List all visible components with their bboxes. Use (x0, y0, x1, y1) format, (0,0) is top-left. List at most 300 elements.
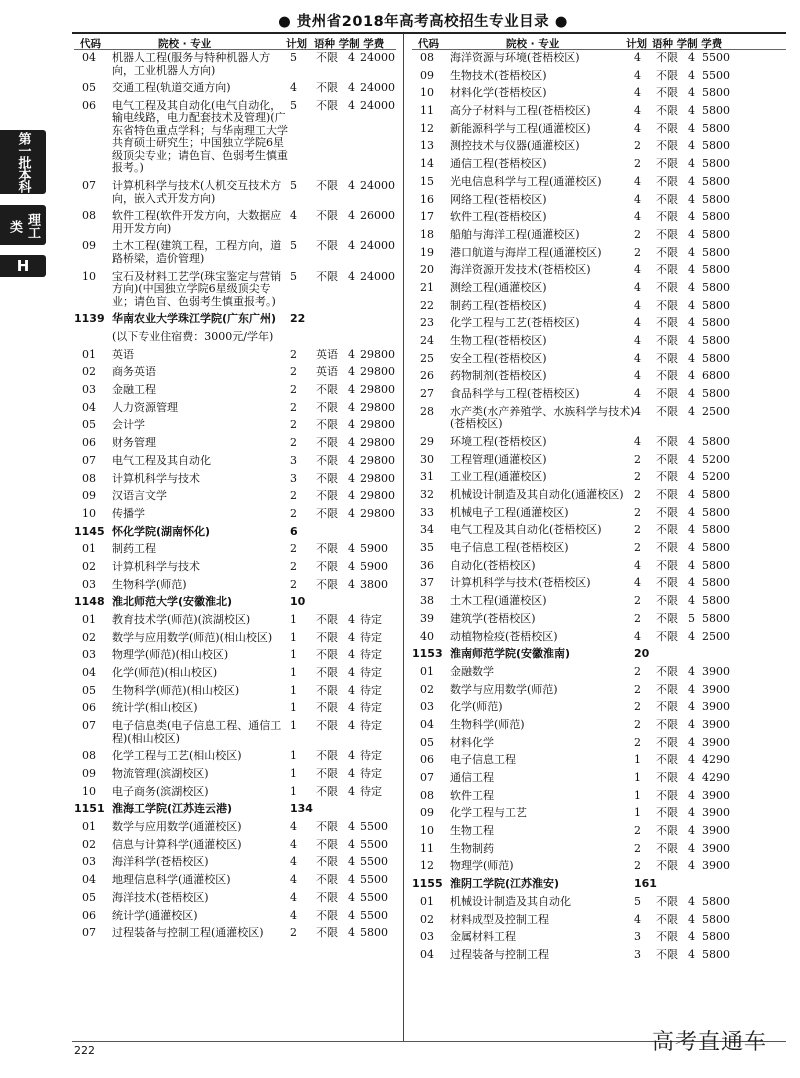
cell-name: 化学(师范) (450, 700, 503, 714)
cell-name: 光电信息科学与工程(通灌校区) (450, 174, 602, 188)
cell-years: 4 (688, 192, 695, 206)
cell-name: 测控技术与仪器(通灌校区) (450, 139, 580, 153)
cell-fee: 待定 (360, 683, 382, 697)
cell-plan: 1 (290, 683, 297, 697)
cell-fee: 3800 (360, 577, 388, 591)
table-row (412, 560, 786, 573)
table-row (74, 180, 396, 205)
cell-code: 16 (420, 192, 434, 206)
table-row (74, 52, 396, 77)
cell-plan: 4 (634, 51, 641, 64)
cell-code: 07 (82, 453, 96, 467)
side-tab-batch-label: 第一批本科 (15, 132, 31, 192)
header-code: 代码 (80, 38, 101, 50)
cell-lang: 不限 (316, 577, 338, 591)
cell-lang: 不限 (656, 717, 678, 731)
cell-plan: 2 (290, 418, 297, 432)
cell-lang: 不限 (656, 930, 678, 944)
cell-years: 4 (688, 771, 695, 784)
cell-lang: 不限 (316, 489, 338, 503)
cell-fee: 5800 (702, 434, 730, 448)
left-table-header (74, 34, 396, 50)
cell-years: 4 (688, 664, 695, 678)
table-row (412, 140, 786, 153)
cell-plan: 5 (290, 239, 297, 253)
cell-plan: 5 (290, 269, 297, 283)
cell-years: 4 (688, 841, 695, 855)
cell-fee: 24000 (360, 98, 395, 112)
cell-fee: 3900 (702, 717, 730, 731)
table-row (74, 490, 396, 503)
cell-years: 4 (348, 613, 355, 626)
cell-code: 11 (420, 104, 434, 118)
table-row (412, 684, 786, 697)
table-row (412, 843, 786, 856)
cell-code: 02 (82, 630, 96, 644)
cell-name: 工程管理(通灌校区) (450, 452, 547, 466)
cell-lang: 不限 (656, 334, 678, 347)
cell-code: 12 (420, 859, 434, 873)
table-row (412, 176, 786, 189)
cell-lang: 不限 (316, 239, 338, 253)
cell-years: 4 (688, 824, 695, 838)
cell-years: 4 (688, 558, 695, 572)
cell-name: 海洋资源与环境(苍梧校区) (450, 51, 580, 64)
cell-code: 08 (82, 209, 96, 223)
cell-lang: 不限 (656, 192, 678, 206)
cell-fee: 5800 (702, 174, 730, 188)
cell-fee: 待定 (360, 630, 382, 644)
cell-years: 4 (688, 930, 695, 944)
cell-plan: 4 (634, 210, 641, 224)
cell-years: 4 (688, 404, 695, 418)
cell-years: 4 (348, 837, 355, 851)
cell-name: 化学工程与工艺(相山校区) (112, 749, 242, 763)
cell-code: 06 (420, 753, 434, 767)
table-row (74, 632, 396, 645)
table-row (412, 105, 786, 118)
side-tab-letter (0, 255, 46, 277)
cell-code: 04 (82, 873, 96, 887)
cell-lang: 不限 (656, 664, 678, 678)
cell-plan: 4 (290, 855, 297, 869)
cell-years: 4 (688, 387, 695, 401)
cell-code: 05 (82, 683, 96, 697)
cell-years: 4 (688, 121, 695, 135)
cell-fee: 3900 (702, 841, 730, 855)
cell-name: 电气工程及其自动化 (112, 453, 211, 467)
cell-code: 20 (420, 263, 434, 277)
cell-years: 4 (688, 245, 695, 259)
cell-years: 4 (348, 81, 355, 95)
cell-plan: 2 (634, 735, 641, 749)
table-row (74, 839, 396, 852)
cell-plan: 4 (634, 263, 641, 277)
cell-code: 07 (420, 771, 434, 784)
cell-code: 1139 (74, 312, 105, 326)
left-column (74, 34, 396, 945)
cell-name: 机械电子工程(通灌校区) (450, 505, 569, 519)
cell-fee: 待定 (360, 613, 382, 626)
cell-name: 华南农业大学珠江学院(广东广州) (112, 312, 277, 326)
cell-lang: 不限 (656, 824, 678, 838)
table-row (74, 271, 396, 309)
cell-lang: 不限 (656, 298, 678, 312)
cell-name: 生物工程(苍梧校区) (450, 334, 547, 347)
cell-plan: 134 (290, 802, 313, 816)
cell-name: 化学工程与工艺(苍梧校区) (450, 316, 580, 330)
header-name: 院校 · 专业 (506, 38, 560, 50)
cell-fee: 5800 (702, 298, 730, 312)
cell-name: 高分子材料与工程(苍梧校区) (450, 104, 591, 118)
cell-code: 13 (420, 139, 434, 153)
cell-years: 4 (348, 890, 355, 904)
cell-code: 09 (82, 767, 96, 780)
cell-lang: 不限 (316, 890, 338, 904)
cell-years: 4 (348, 926, 355, 940)
cell-fee: 5800 (702, 227, 730, 241)
cell-fee: 5900 (360, 559, 388, 573)
table-row (74, 419, 396, 432)
cell-fee: 29800 (360, 453, 395, 467)
cell-code: 27 (420, 387, 434, 401)
cell-plan: 2 (634, 470, 641, 484)
cell-lang: 不限 (656, 771, 678, 784)
cell-plan: 2 (634, 611, 641, 625)
cell-lang: 不限 (316, 701, 338, 715)
cell-fee: 26000 (360, 209, 395, 223)
cell-fee: 5800 (702, 334, 730, 347)
cell-fee: 待定 (360, 648, 382, 662)
cell-years: 4 (688, 334, 695, 347)
cell-lang: 不限 (656, 629, 678, 643)
school-row (74, 596, 396, 609)
cell-years: 4 (688, 369, 695, 383)
cell-lang: 不限 (316, 51, 338, 64)
cell-code: 03 (420, 930, 434, 944)
cell-plan: 4 (634, 316, 641, 330)
cell-lang: 不限 (656, 558, 678, 572)
cell-fee: 5800 (702, 387, 730, 401)
cell-fee: 5800 (702, 316, 730, 330)
cell-name: 机械设计制造及其自动化 (450, 894, 571, 908)
cell-fee: 24000 (360, 239, 395, 253)
cell-years: 4 (348, 701, 355, 715)
cell-fee: 5800 (702, 121, 730, 135)
cell-code: 02 (420, 912, 434, 926)
cell-fee: 2500 (702, 629, 730, 643)
cell-plan: 1 (634, 753, 641, 767)
cell-years: 4 (348, 179, 355, 193)
cell-lang: 不限 (656, 523, 678, 537)
cell-fee: 5800 (702, 245, 730, 259)
cell-years: 5 (688, 611, 695, 625)
cell-code: 04 (82, 51, 96, 64)
cell-fee: 29800 (360, 436, 395, 450)
table-row (412, 264, 786, 277)
cell-years: 4 (688, 452, 695, 466)
cell-plan: 2 (634, 245, 641, 259)
table-row (74, 649, 396, 662)
cell-years: 4 (688, 174, 695, 188)
table-row (412, 300, 786, 313)
cell-code: 1153 (412, 647, 443, 661)
school-row (412, 878, 786, 891)
cell-code: 07 (82, 719, 96, 733)
cell-code: 23 (420, 316, 434, 330)
cell-lang: 不限 (656, 806, 678, 820)
cell-code: 03 (82, 577, 96, 591)
cell-fee: 24000 (360, 51, 395, 64)
cell-plan: 2 (290, 400, 297, 414)
cell-plan: 1 (290, 784, 297, 798)
cell-plan: 1 (290, 719, 297, 733)
table-row (74, 892, 396, 905)
table-row (74, 821, 396, 834)
cell-lang: 不限 (656, 700, 678, 714)
cell-fee: 待定 (360, 784, 382, 798)
cell-years: 4 (348, 908, 355, 922)
school-row (412, 648, 786, 661)
cell-lang: 不限 (656, 753, 678, 767)
cell-years: 4 (688, 806, 695, 820)
cell-name: 水产类(水产养殖学、水族科学与技术)(苍梧校区) (450, 404, 635, 431)
cell-plan: 2 (634, 523, 641, 537)
cell-lang: 不限 (656, 387, 678, 401)
cell-years: 4 (348, 630, 355, 644)
cell-plan: 4 (290, 209, 297, 223)
cell-name: 财务管理 (112, 436, 156, 450)
table-row (74, 437, 396, 450)
cell-lang: 不限 (656, 139, 678, 153)
cell-name: 交通工程(轨道交通方向) (112, 81, 231, 95)
cell-name: 港口航道与海岸工程(通灌校区) (450, 245, 602, 259)
cell-fee: 5800 (702, 930, 730, 944)
table-row (412, 949, 786, 962)
table-row (412, 737, 786, 750)
cell-lang: 不限 (316, 683, 338, 697)
cell-lang: 不限 (316, 630, 338, 644)
cell-fee: 5500 (360, 873, 388, 887)
cell-fee: 5800 (702, 558, 730, 572)
table-row (74, 614, 396, 627)
cell-years: 4 (348, 400, 355, 414)
table-row (74, 702, 396, 715)
cell-lang: 不限 (316, 471, 338, 485)
cell-code: 04 (82, 666, 96, 680)
table-row (74, 910, 396, 923)
table-row (74, 384, 396, 397)
cell-fee: 5800 (702, 280, 730, 294)
cell-name: 物理学(师范) (450, 859, 514, 873)
cell-plan: 1 (290, 630, 297, 644)
cell-name: 计算机科学与技术(人机交互技术方向，嵌入式开发方向) (112, 179, 282, 205)
table-row (412, 317, 786, 330)
cell-fee: 5800 (702, 576, 730, 590)
cell-fee: 3900 (702, 682, 730, 696)
cell-fee: 5500 (360, 908, 388, 922)
header-name: 院校 · 专业 (158, 38, 212, 50)
cell-plan: 1 (290, 648, 297, 662)
cell-plan: 2 (634, 824, 641, 838)
cell-years: 4 (348, 666, 355, 680)
cell-name: 海洋科学(苍梧校区) (112, 855, 209, 869)
table-row (74, 82, 396, 95)
cell-lang: 不限 (656, 404, 678, 418)
cell-lang: 不限 (656, 505, 678, 519)
cell-code: 10 (420, 824, 434, 838)
side-tab-letter-label: H (16, 257, 30, 275)
cell-name: 数学与应用数学(师范)(相山校区) (112, 630, 273, 644)
cell-plan: 2 (634, 717, 641, 731)
cell-name: 电子信息类(电子信息工程、通信工程)(相山校区) (112, 719, 282, 745)
table-row (74, 100, 396, 175)
cell-code: 10 (82, 506, 96, 520)
cell-plan: 2 (634, 505, 641, 519)
cell-years: 4 (348, 239, 355, 253)
table-row (412, 613, 786, 626)
cell-lang: 不限 (316, 926, 338, 940)
cell-lang: 不限 (316, 542, 338, 556)
school-row (74, 313, 396, 326)
table-row (412, 701, 786, 714)
cell-lang: 不限 (656, 594, 678, 608)
cell-fee: 24000 (360, 269, 395, 283)
cell-name: 动植物检疫(苍梧校区) (450, 629, 558, 643)
cell-plan: 4 (634, 174, 641, 188)
cell-name: 汉语言文学 (112, 489, 167, 503)
cell-fee: 5500 (360, 890, 388, 904)
cell-code: 30 (420, 452, 434, 466)
cell-plan: 1 (634, 788, 641, 802)
cell-name: 材料化学(苍梧校区) (450, 86, 547, 100)
cell-years: 4 (688, 894, 695, 908)
cell-plan: 4 (634, 121, 641, 135)
column-divider (403, 34, 404, 1041)
cell-code: 37 (420, 576, 434, 590)
cell-fee: 5500 (702, 51, 730, 64)
cell-fee: 3900 (702, 735, 730, 749)
cell-lang: 不限 (316, 559, 338, 573)
cell-code: 14 (420, 157, 434, 171)
cell-name: 软件工程(苍梧校区) (450, 210, 547, 224)
cell-name: 安全工程(苍梧校区) (450, 351, 547, 365)
cell-fee: 29800 (360, 418, 395, 432)
cell-code: 09 (82, 239, 96, 253)
cell-code: 34 (420, 523, 434, 537)
cell-name: 淮海工学院(江苏连云港) (112, 802, 233, 816)
cell-plan: 10 (290, 595, 306, 609)
cell-years: 4 (348, 365, 355, 379)
cell-fee: 5800 (702, 210, 730, 224)
cell-plan: 3 (634, 947, 641, 961)
cell-name: 海洋资源开发技术(苍梧校区) (450, 263, 591, 277)
cell-fee: 24000 (360, 179, 395, 193)
cell-code: 02 (82, 559, 96, 573)
page-header-title: ● 贵州省2018年高考高校招生专业目录 ● (278, 14, 568, 30)
cell-name: 计算机科学与技术 (112, 471, 200, 485)
cell-years: 4 (348, 347, 355, 361)
cell-code: 10 (82, 784, 96, 798)
cell-lang: 不限 (316, 179, 338, 193)
cell-code: 1148 (74, 595, 105, 609)
cell-code: 10 (82, 269, 96, 283)
cell-plan: 6 (290, 524, 298, 538)
table-row (412, 772, 786, 785)
cell-name: 宝石及材料工艺学(珠宝鉴定与营销方向)(中国独立学院6星级顶尖专业；请色盲、色弱考生慎重报考。) (112, 269, 282, 308)
cell-code: 06 (82, 436, 96, 450)
cell-years: 4 (348, 436, 355, 450)
cell-code: 05 (420, 735, 434, 749)
cell-code: 33 (420, 505, 434, 519)
cell-name: 淮南师范学院(安徽淮南) (450, 647, 571, 661)
cell-fee: 5200 (702, 470, 730, 484)
cell-fee: 5800 (702, 351, 730, 365)
cell-lang: 不限 (316, 81, 338, 95)
cell-plan: 2 (290, 542, 297, 556)
table-row (412, 406, 786, 431)
cell-plan: 4 (634, 369, 641, 383)
table-row (412, 666, 786, 679)
table-row (412, 52, 786, 65)
cell-plan: 4 (634, 351, 641, 365)
cell-plan: 5 (634, 894, 641, 908)
table-row (74, 750, 396, 763)
cell-plan: 4 (634, 192, 641, 206)
cell-years: 4 (688, 280, 695, 294)
cell-lang: 不限 (656, 121, 678, 135)
cell-name: 英语 (112, 347, 134, 361)
cell-fee: 待定 (360, 666, 382, 680)
left-table-body (74, 52, 396, 940)
cell-fee: 3900 (702, 824, 730, 838)
cell-plan: 2 (290, 436, 297, 450)
table-row (74, 561, 396, 574)
cell-code: 08 (420, 788, 434, 802)
table-row (412, 807, 786, 820)
cell-name: 自动化(苍梧校区) (450, 558, 536, 572)
cell-name: 海洋技术(苍梧校区) (112, 890, 209, 904)
cell-years: 4 (688, 594, 695, 608)
cell-name: 通信工程 (450, 771, 494, 784)
cell-name: 机器人工程(服务与特种机器人方向，工业机器人方向) (112, 51, 271, 77)
cell-fee: 2500 (702, 404, 730, 418)
cell-name: 建筑学(苍梧校区) (450, 611, 536, 625)
table-row (74, 473, 396, 486)
cell-years: 4 (348, 51, 355, 64)
cell-lang: 英语 (316, 365, 338, 379)
table-row (412, 790, 786, 803)
cell-fee: 5900 (360, 542, 388, 556)
cell-code: 09 (82, 489, 96, 503)
cell-plan: 2 (290, 559, 297, 573)
cell-code: 08 (82, 471, 96, 485)
cell-name: 生物制药 (450, 841, 494, 855)
cell-lang: 不限 (656, 735, 678, 749)
cell-fee: 29800 (360, 365, 395, 379)
cell-code: 04 (420, 947, 434, 961)
cell-name: 传播学 (112, 506, 145, 520)
cell-lang: 不限 (656, 541, 678, 555)
table-row (74, 455, 396, 468)
cell-fee: 29800 (360, 383, 395, 397)
cell-lang: 不限 (316, 837, 338, 851)
cell-plan: 20 (634, 647, 650, 661)
cell-code: 03 (420, 700, 434, 714)
cell-plan: 4 (290, 837, 297, 851)
cell-fee: 5800 (702, 192, 730, 206)
table-row (412, 70, 786, 83)
